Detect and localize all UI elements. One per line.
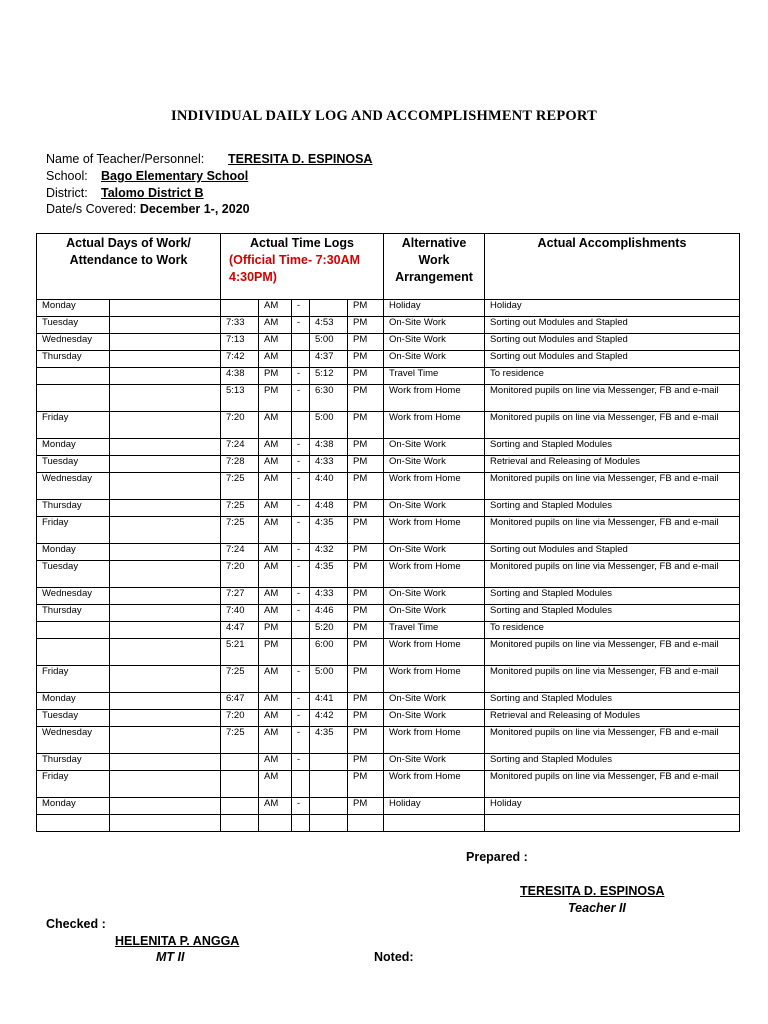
table-row <box>37 622 740 639</box>
cell-day: Tuesday <box>37 561 110 588</box>
cell-time-out: 4:53 <box>310 317 348 334</box>
table-row <box>37 639 740 666</box>
cell-day: Friday <box>37 412 110 439</box>
cell-time-out-period: PM <box>348 412 384 439</box>
cell-work-arrangement: Work from Home <box>384 412 485 439</box>
cell-time-out: 4:38 <box>310 439 348 456</box>
cell-work-arrangement <box>384 815 485 832</box>
cell-separator: - <box>292 500 310 517</box>
cell-work-arrangement: Holiday <box>384 798 485 815</box>
cell-day: Wednesday <box>37 334 110 351</box>
cell-time-out: 5:00 <box>310 412 348 439</box>
cell-time-out <box>310 754 348 771</box>
cell-time-out-period: PM <box>348 500 384 517</box>
cell-time-in-period: AM <box>259 727 292 754</box>
cell-separator: - <box>292 368 310 385</box>
cell-time-in: 6:47 <box>221 693 259 710</box>
cell-work-arrangement: On-Site Work <box>384 334 485 351</box>
cell-day: Monday <box>37 798 110 815</box>
cell-time-in: 5:13 <box>221 385 259 412</box>
cell-blank <box>110 771 221 798</box>
header-official-time: (Official Time- 7:30AM 4:30PM) <box>229 253 361 284</box>
cell-blank <box>110 605 221 622</box>
preparer-name: TERESITA D. ESPINOSA <box>520 884 665 898</box>
cell-time-in-period: PM <box>259 639 292 666</box>
cell-work-arrangement: On-Site Work <box>384 588 485 605</box>
cell-day: Wednesday <box>37 473 110 500</box>
cell-accomplishment: Monitored pupils on line via Messenger, FB and e-mail <box>485 473 740 500</box>
cell-blank <box>110 544 221 561</box>
cell-day: Wednesday <box>37 727 110 754</box>
report-title: INDIVIDUAL DAILY LOG AND ACCOMPLISHMENT REPORT <box>171 108 597 124</box>
cell-time-out: 6:00 <box>310 639 348 666</box>
cell-time-out-period: PM <box>348 544 384 561</box>
cell-separator <box>292 622 310 639</box>
cell-day: Monday <box>37 300 110 317</box>
cell-accomplishment: Monitored pupils on line via Messenger, FB and e-mail <box>485 666 740 693</box>
cell-day: Monday <box>37 693 110 710</box>
cell-time-out-period: PM <box>348 368 384 385</box>
header-time-logs <box>221 234 384 300</box>
cell-day: Monday <box>37 544 110 561</box>
cell-time-out-period: PM <box>348 439 384 456</box>
cell-accomplishment: Sorting out Modules and Stapled <box>485 334 740 351</box>
cell-blank <box>110 815 221 832</box>
cell-blank <box>110 798 221 815</box>
cell-accomplishment: Monitored pupils on line via Messenger, FB and e-mail <box>485 561 740 588</box>
cell-separator: - <box>292 710 310 727</box>
cell-time-in: 7:33 <box>221 317 259 334</box>
cell-work-arrangement: Work from Home <box>384 666 485 693</box>
cell-blank <box>110 351 221 368</box>
cell-time-out-period: PM <box>348 588 384 605</box>
header-alternative-work: Alternative Work Arrangement <box>384 234 485 300</box>
cell-separator: - <box>292 588 310 605</box>
cell-accomplishment: Sorting and Stapled Modules <box>485 754 740 771</box>
cell-day: Friday <box>37 666 110 693</box>
cell-blank <box>110 412 221 439</box>
cell-day <box>37 385 110 412</box>
cell-time-in: 7:40 <box>221 605 259 622</box>
cell-accomplishment: Retrieval and Releasing of Modules <box>485 710 740 727</box>
cell-time-in <box>221 300 259 317</box>
cell-time-in-period: PM <box>259 622 292 639</box>
table-row <box>37 771 740 798</box>
cell-time-out: 5:00 <box>310 334 348 351</box>
school-value: Bago Elementary School <box>101 169 249 183</box>
cell-day: Thursday <box>37 500 110 517</box>
cell-separator: - <box>292 798 310 815</box>
cell-day: Thursday <box>37 351 110 368</box>
table-row <box>37 754 740 771</box>
cell-separator: - <box>292 385 310 412</box>
cell-time-in-period: AM <box>259 317 292 334</box>
table-header-row <box>37 234 740 300</box>
cell-time-out-period: PM <box>348 456 384 473</box>
cell-time-out <box>310 798 348 815</box>
table-row <box>37 561 740 588</box>
cell-time-in: 7:27 <box>221 588 259 605</box>
cell-separator: - <box>292 544 310 561</box>
cell-day: Wednesday <box>37 588 110 605</box>
cell-time-in: 7:24 <box>221 439 259 456</box>
cell-accomplishment <box>485 815 740 832</box>
cell-time-out-period: PM <box>348 517 384 544</box>
cell-time-out-period: PM <box>348 710 384 727</box>
cell-separator <box>292 639 310 666</box>
cell-blank <box>110 639 221 666</box>
dates-value: December 1-, 2020 <box>139 202 250 216</box>
cell-time-out-period <box>348 815 384 832</box>
cell-time-out: 4:35 <box>310 727 348 754</box>
cell-time-in-period: AM <box>259 412 292 439</box>
info-name-line <box>46 152 372 166</box>
cell-separator: - <box>292 473 310 500</box>
cell-time-in: 7:25 <box>221 666 259 693</box>
cell-work-arrangement: On-Site Work <box>384 439 485 456</box>
cell-accomplishment: Monitored pupils on line via Messenger, FB and e-mail <box>485 639 740 666</box>
cell-accomplishment: Retrieval and Releasing of Modules <box>485 456 740 473</box>
name-label: Name of Teacher/Personnel: <box>46 152 205 166</box>
cell-work-arrangement: Work from Home <box>384 473 485 500</box>
cell-time-in <box>221 771 259 798</box>
cell-time-in-period: AM <box>259 666 292 693</box>
cell-work-arrangement: Work from Home <box>384 727 485 754</box>
cell-work-arrangement: On-Site Work <box>384 317 485 334</box>
cell-separator: - <box>292 666 310 693</box>
cell-time-in: 7:20 <box>221 710 259 727</box>
cell-work-arrangement: Work from Home <box>384 385 485 412</box>
cell-separator: - <box>292 456 310 473</box>
table-row <box>37 351 740 368</box>
cell-time-out-period: PM <box>348 798 384 815</box>
cell-work-arrangement: On-Site Work <box>384 500 485 517</box>
table-row <box>37 368 740 385</box>
table-row <box>37 300 740 317</box>
cell-time-in-period: PM <box>259 385 292 412</box>
cell-time-in-period: AM <box>259 771 292 798</box>
cell-time-out-period: PM <box>348 693 384 710</box>
cell-accomplishment: Sorting and Stapled Modules <box>485 693 740 710</box>
cell-time-in: 7:20 <box>221 412 259 439</box>
cell-accomplishment: To residence <box>485 622 740 639</box>
cell-time-in-period: AM <box>259 693 292 710</box>
cell-time-in: 5:21 <box>221 639 259 666</box>
cell-separator: - <box>292 439 310 456</box>
header-time-label: Actual Time Logs <box>250 236 354 250</box>
cell-time-in-period: AM <box>259 439 292 456</box>
cell-time-out-period: PM <box>348 754 384 771</box>
cell-time-out: 4:35 <box>310 517 348 544</box>
cell-time-in: 7:28 <box>221 456 259 473</box>
cell-time-in: 7:42 <box>221 351 259 368</box>
cell-time-in <box>221 815 259 832</box>
cell-time-out: 4:35 <box>310 561 348 588</box>
cell-time-out-period: PM <box>348 727 384 754</box>
cell-time-in-period: AM <box>259 300 292 317</box>
cell-day: Tuesday <box>37 456 110 473</box>
table-row <box>37 517 740 544</box>
cell-work-arrangement: On-Site Work <box>384 605 485 622</box>
cell-time-out: 5:20 <box>310 622 348 639</box>
cell-time-in-period: AM <box>259 456 292 473</box>
cell-time-out: 4:33 <box>310 588 348 605</box>
cell-work-arrangement: Work from Home <box>384 639 485 666</box>
cell-time-out-period: PM <box>348 334 384 351</box>
cell-time-in-period: AM <box>259 798 292 815</box>
cell-time-in: 7:25 <box>221 517 259 544</box>
table-row <box>37 500 740 517</box>
cell-accomplishment: Monitored pupils on line via Messenger, FB and e-mail <box>485 517 740 544</box>
table-row <box>37 317 740 334</box>
cell-time-in: 7:25 <box>221 473 259 500</box>
cell-day <box>37 368 110 385</box>
table-row <box>37 334 740 351</box>
cell-time-in-period: AM <box>259 351 292 368</box>
dates-label: Date/s Covered: <box>46 202 137 216</box>
cell-separator <box>292 771 310 798</box>
cell-accomplishment: Sorting and Stapled Modules <box>485 439 740 456</box>
cell-day <box>37 815 110 832</box>
cell-time-in: 7:25 <box>221 500 259 517</box>
cell-work-arrangement: Work from Home <box>384 771 485 798</box>
cell-time-out-period: PM <box>348 605 384 622</box>
cell-blank <box>110 368 221 385</box>
school-label: School: <box>46 169 88 183</box>
cell-time-out-period: PM <box>348 317 384 334</box>
cell-blank <box>110 473 221 500</box>
cell-day: Thursday <box>37 605 110 622</box>
cell-time-in-period: AM <box>259 517 292 544</box>
cell-time-out: 4:42 <box>310 710 348 727</box>
cell-time-in-period: AM <box>259 334 292 351</box>
checker-title: MT II <box>156 950 185 964</box>
cell-blank <box>110 588 221 605</box>
cell-time-in: 7:24 <box>221 544 259 561</box>
cell-accomplishment: Holiday <box>485 798 740 815</box>
cell-blank <box>110 754 221 771</box>
cell-separator: - <box>292 517 310 544</box>
cell-accomplishment: Sorting and Stapled Modules <box>485 588 740 605</box>
table-row <box>37 439 740 456</box>
table-row <box>37 727 740 754</box>
cell-blank <box>110 561 221 588</box>
cell-blank <box>110 300 221 317</box>
cell-separator <box>292 334 310 351</box>
table-row <box>37 412 740 439</box>
cell-time-in <box>221 754 259 771</box>
checked-label: Checked : <box>46 917 106 931</box>
cell-separator: - <box>292 317 310 334</box>
cell-blank <box>110 385 221 412</box>
cell-time-out-period: PM <box>348 385 384 412</box>
cell-time-in-period: AM <box>259 754 292 771</box>
cell-time-in-period: PM <box>259 368 292 385</box>
cell-blank <box>110 317 221 334</box>
cell-time-in <box>221 798 259 815</box>
cell-time-out-period: PM <box>348 561 384 588</box>
table-row <box>37 473 740 500</box>
cell-work-arrangement: On-Site Work <box>384 544 485 561</box>
cell-separator: - <box>292 754 310 771</box>
name-value: TERESITA D. ESPINOSA <box>228 152 373 166</box>
info-district-line <box>46 186 204 200</box>
cell-separator <box>292 412 310 439</box>
cell-time-out: 5:12 <box>310 368 348 385</box>
cell-time-out: 4:46 <box>310 605 348 622</box>
cell-time-out: 4:37 <box>310 351 348 368</box>
cell-accomplishment: Sorting out Modules and Stapled <box>485 317 740 334</box>
cell-work-arrangement: Work from Home <box>384 561 485 588</box>
cell-time-out: 4:32 <box>310 544 348 561</box>
table-row <box>37 666 740 693</box>
cell-accomplishment: Monitored pupils on line via Messenger, FB and e-mail <box>485 771 740 798</box>
cell-time-out: 4:33 <box>310 456 348 473</box>
table-row <box>37 385 740 412</box>
cell-time-in: 4:47 <box>221 622 259 639</box>
cell-time-out: 4:40 <box>310 473 348 500</box>
table-row <box>37 693 740 710</box>
cell-blank <box>110 517 221 544</box>
cell-time-in-period: AM <box>259 473 292 500</box>
cell-day: Tuesday <box>37 710 110 727</box>
cell-separator <box>292 351 310 368</box>
cell-work-arrangement: Holiday <box>384 300 485 317</box>
header-days: Actual Days of Work/ Attendance to Work <box>37 234 221 300</box>
cell-time-in: 7:13 <box>221 334 259 351</box>
cell-work-arrangement: On-Site Work <box>384 693 485 710</box>
cell-time-out: 6:30 <box>310 385 348 412</box>
cell-time-in-period: AM <box>259 561 292 588</box>
cell-time-in: 4:38 <box>221 368 259 385</box>
cell-accomplishment: Sorting and Stapled Modules <box>485 500 740 517</box>
cell-accomplishment: Sorting and Stapled Modules <box>485 605 740 622</box>
cell-work-arrangement: On-Site Work <box>384 710 485 727</box>
cell-time-out-period: PM <box>348 300 384 317</box>
cell-accomplishment: Sorting out Modules and Stapled <box>485 544 740 561</box>
cell-time-out-period: PM <box>348 622 384 639</box>
cell-time-out-period: PM <box>348 639 384 666</box>
table-row <box>37 815 740 832</box>
cell-blank <box>110 456 221 473</box>
district-label: District: <box>46 186 88 200</box>
cell-accomplishment: Monitored pupils on line via Messenger, FB and e-mail <box>485 412 740 439</box>
cell-blank <box>110 666 221 693</box>
table-row <box>37 710 740 727</box>
cell-separator: - <box>292 727 310 754</box>
cell-accomplishment: Monitored pupils on line via Messenger, FB and e-mail <box>485 727 740 754</box>
cell-time-in-period: AM <box>259 605 292 622</box>
cell-work-arrangement: On-Site Work <box>384 754 485 771</box>
cell-separator: - <box>292 300 310 317</box>
cell-time-in-period: AM <box>259 544 292 561</box>
cell-blank <box>110 693 221 710</box>
cell-blank <box>110 439 221 456</box>
cell-time-out-period: PM <box>348 351 384 368</box>
cell-accomplishment: Holiday <box>485 300 740 317</box>
cell-time-in-period: AM <box>259 500 292 517</box>
table-row <box>37 544 740 561</box>
cell-day: Friday <box>37 517 110 544</box>
daily-log-table <box>36 233 740 832</box>
cell-work-arrangement: On-Site Work <box>384 456 485 473</box>
cell-work-arrangement: Travel Time <box>384 622 485 639</box>
cell-day: Tuesday <box>37 317 110 334</box>
cell-time-in: 7:25 <box>221 727 259 754</box>
cell-blank <box>110 622 221 639</box>
preparer-title: Teacher II <box>568 901 626 915</box>
cell-day <box>37 622 110 639</box>
cell-time-out: 5:00 <box>310 666 348 693</box>
cell-time-out-period: PM <box>348 771 384 798</box>
cell-time-in: 7:20 <box>221 561 259 588</box>
cell-time-out <box>310 771 348 798</box>
cell-time-out-period: PM <box>348 473 384 500</box>
noted-label: Noted: <box>374 950 414 964</box>
table-row <box>37 798 740 815</box>
cell-time-out-period: PM <box>348 666 384 693</box>
cell-separator: - <box>292 561 310 588</box>
cell-time-out: 4:48 <box>310 500 348 517</box>
cell-separator <box>292 815 310 832</box>
cell-blank <box>110 334 221 351</box>
cell-blank <box>110 500 221 517</box>
cell-accomplishment: Monitored pupils on line via Messenger, FB and e-mail <box>485 385 740 412</box>
table-row <box>37 456 740 473</box>
table-row <box>37 588 740 605</box>
cell-blank <box>110 710 221 727</box>
cell-time-in-period: AM <box>259 710 292 727</box>
cell-separator: - <box>292 693 310 710</box>
cell-work-arrangement: Travel Time <box>384 368 485 385</box>
cell-accomplishment: To residence <box>485 368 740 385</box>
table-row <box>37 605 740 622</box>
cell-day: Monday <box>37 439 110 456</box>
cell-time-out: 4:41 <box>310 693 348 710</box>
header-accomplishments: Actual Accomplishments <box>485 234 740 300</box>
cell-time-out <box>310 815 348 832</box>
cell-day: Friday <box>37 771 110 798</box>
prepared-label: Prepared : <box>466 850 528 864</box>
cell-time-out <box>310 300 348 317</box>
cell-time-in-period: AM <box>259 588 292 605</box>
cell-time-in-period <box>259 815 292 832</box>
cell-day: Thursday <box>37 754 110 771</box>
checker-name: HELENITA P. ANGGA <box>115 934 240 948</box>
cell-day <box>37 639 110 666</box>
district-value: Talomo District B <box>101 186 204 200</box>
info-dates-line <box>46 202 250 216</box>
cell-work-arrangement: Work from Home <box>384 517 485 544</box>
cell-work-arrangement: On-Site Work <box>384 351 485 368</box>
info-school-line <box>46 169 248 183</box>
cell-accomplishment: Sorting out Modules and Stapled <box>485 351 740 368</box>
cell-separator: - <box>292 605 310 622</box>
cell-blank <box>110 727 221 754</box>
